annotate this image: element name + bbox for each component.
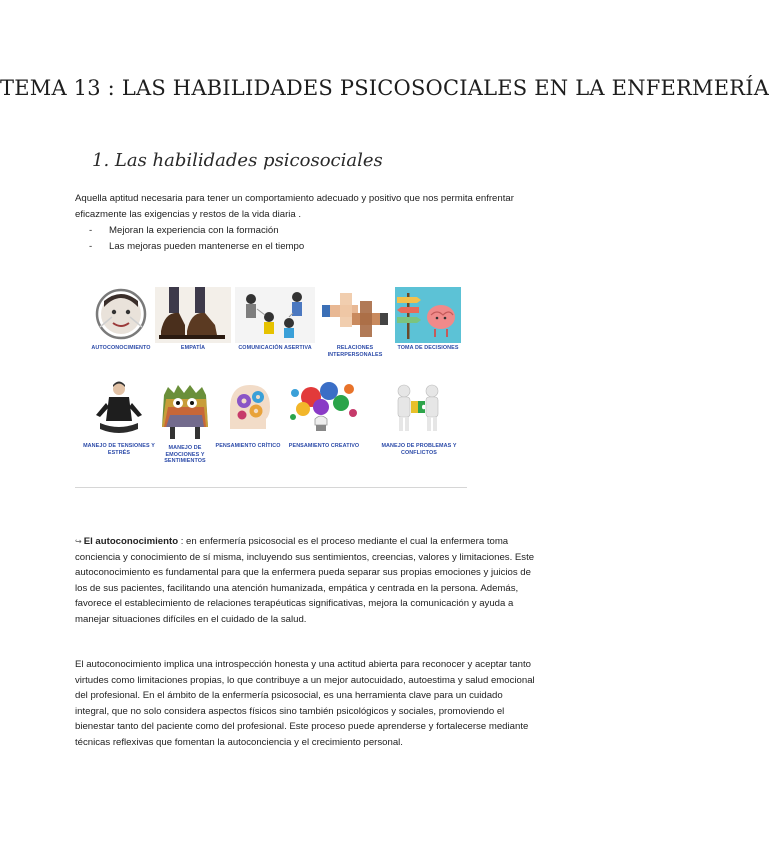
joined-hands-illustration xyxy=(322,287,388,343)
section-heading: 1. Las habilidades psicosociales xyxy=(92,150,383,171)
skill-caption: COMUNICACIÓN ASERTIVA xyxy=(238,345,312,351)
bullet-text: Mejoran la experiencia con la formación xyxy=(109,225,279,236)
skill-caption: EMPATÍA xyxy=(180,345,206,351)
bullet-text: Las mejoras pueden mantenerse en el tiempo xyxy=(109,240,305,252)
face-mirror-illustration xyxy=(86,287,156,343)
skills-infographic xyxy=(75,285,467,488)
skill-caption: PENSAMIENTO CREATIVO xyxy=(288,443,360,449)
skill-caption: TOMA DE DECISIONES xyxy=(397,345,459,351)
skill-card-autoconocimiento xyxy=(83,287,159,352)
skill-card-creativo xyxy=(279,375,369,450)
bullet-item xyxy=(75,223,535,239)
brain-signpost-illustration xyxy=(395,287,461,343)
return-arrow-icon: ↪ xyxy=(75,537,82,546)
intro-block xyxy=(75,191,535,254)
term-highlight: El autoconocimiento xyxy=(83,536,179,547)
head-gears-illustration xyxy=(220,379,276,441)
people-talking-illustration xyxy=(235,287,315,343)
skill-caption: RELACIONES INTERPERSONALES xyxy=(327,345,383,358)
skill-caption: MANEJO DE EMOCIONES Y SENTIMIENTOS xyxy=(164,445,206,465)
skill-caption: MANEJO DE TENSIONES Y ESTRÉS xyxy=(83,443,155,456)
color-monster-illustration xyxy=(158,383,212,443)
intro-paragraph: Aquella aptitud necesaria para tener un comportamiento adecuado y positivo que nos permita enfrentar eficazmente las exigencias y restos de la vida diaria . xyxy=(75,193,514,220)
skill-card-empatia xyxy=(155,287,231,352)
skill-caption: PENSAMIENTO CRÍTICO xyxy=(215,443,281,449)
paragraph xyxy=(75,534,537,627)
puzzle-people-illustration xyxy=(386,377,452,441)
skill-card-problemas xyxy=(371,377,467,456)
paragraph-text: : en enfermería psicosocial es el proceso mediante el cual la enfermera toma conciencia y conocimiento de sí misma, incluyendo sus sentimientos, creencias, valores y limitaciones. Este autoconocimiento es fundamental para que la enfermera pueda separar sus propias emociones y juicios de los de sus pacientes, facilitando una atención humanizada, empática y centrada en la persona. Además, favorece el establecimiento de relaciones terapéuticas significativas, mejora la comunicación y ayuda a manejar situaciones difíciles en el cuidado de la salud. xyxy=(75,536,535,625)
dash-icon: - xyxy=(89,225,93,236)
skill-card-critico xyxy=(213,379,283,450)
dash-icon: - xyxy=(89,240,93,252)
shoes-illustration xyxy=(155,287,231,343)
lightbulb-splash-illustration xyxy=(281,375,367,441)
bullet-item xyxy=(75,239,535,255)
skill-caption: MANEJO DE PROBLEMAS Y CONFLICTOS xyxy=(381,443,457,456)
intro-bullet-list xyxy=(75,223,535,254)
autoconocimiento-paragraph-2 xyxy=(75,657,537,750)
paragraph-text: El autoconocimiento implica una introspección honesta y una actitud abierta para reconocer y aceptar tanto virtudes como limitaciones propias, lo que contribuye a un mejor autocuidado, autoestima y salud emocional del profesional. En el ámbito de la enfermería psicosocial, es una herramienta clave para un cuidado integral, que no solo considera aspectos físicos sino también psicológicos y sociales, promoviendo el bienestar tanto del paciente como del profesional. Este proceso puede aprenderse y fortalecerse mediante técnicas reflexivas que fomentan la autoconciencia y el crecimiento personal. xyxy=(75,659,535,748)
skill-card-estres xyxy=(81,379,157,456)
skill-card-relaciones xyxy=(319,287,391,358)
autoconocimiento-paragraph-1 xyxy=(75,534,537,627)
skill-card-decisiones xyxy=(391,287,465,352)
page-title: TEMA 13 : LAS HABILIDADES PSICOSOCIALES EN LA ENFERMERÍA xyxy=(0,76,769,100)
skill-card-emociones xyxy=(153,383,217,465)
skill-card-comunicacion xyxy=(233,287,317,352)
skill-caption: AUTOCONOCIMIENTO xyxy=(91,345,151,351)
meditating-person-illustration xyxy=(94,379,144,441)
